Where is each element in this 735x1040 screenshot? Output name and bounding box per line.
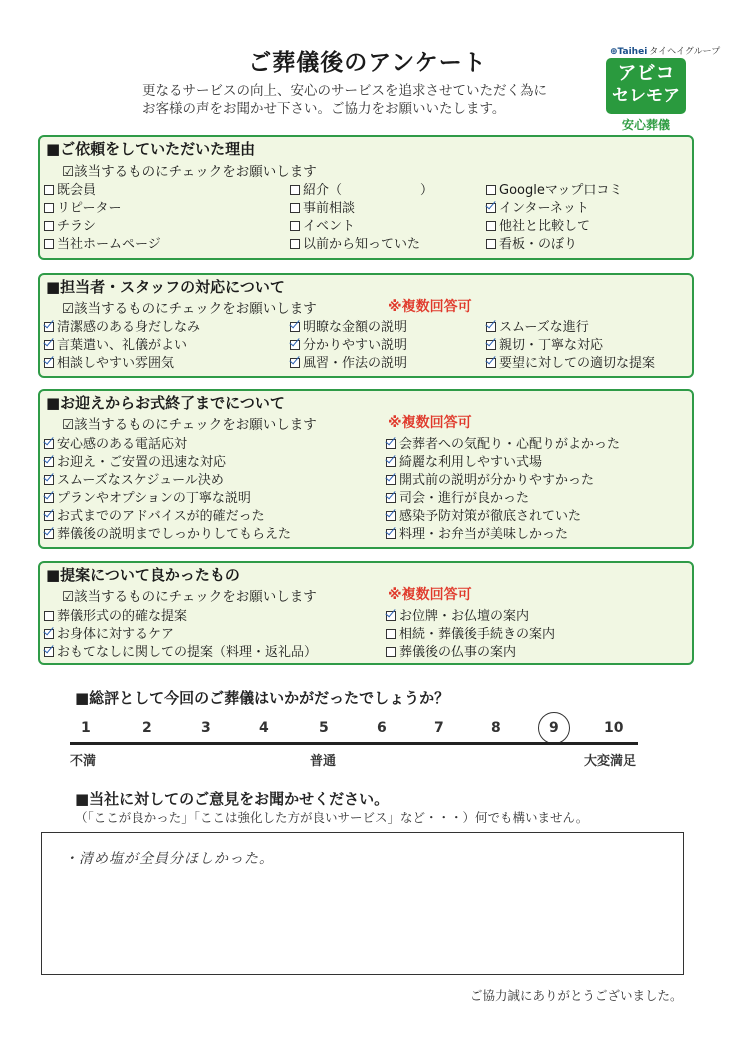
logo-name-line-2: セレモア [612,86,680,106]
option-item[interactable]: 既会員 [44,182,96,199]
option-item[interactable]: 感染予防対策が徹底されていた [386,508,581,525]
checkbox-checked[interactable] [290,340,300,350]
option-item[interactable]: 会葬者への気配り・心配りがよかった [386,436,620,453]
option-item[interactable]: 開式前の説明が分かりやすかった [386,472,594,489]
checkbox-checked[interactable] [386,457,396,467]
section-instruction: ☑該当するものにチェックをお願いします [62,164,317,180]
checkbox-checked[interactable] [44,340,54,350]
checkbox-checked[interactable] [44,493,54,503]
rating-option[interactable]: 8 [491,720,501,736]
option-item[interactable]: 綺麗な利用しやすい式場 [386,454,542,471]
option-item[interactable]: 他社と比較して [486,218,590,235]
section-title: ■お迎えからお式終了までについて [46,394,285,412]
option-item[interactable]: リピーター [44,200,121,217]
section-title: ■提案について良かったもの [46,566,240,584]
option-item[interactable]: 葬儀後の説明までしっかりしてもらえた [44,526,291,543]
checkbox[interactable] [290,203,300,213]
checkbox-checked[interactable] [386,611,396,621]
intro-line-1: 更なるサービスの向上、安心のサービスを追求させていただく為に [142,83,547,99]
option-item[interactable]: 親切・丁寧な対応 [486,337,603,354]
page-title: ご葬儀後のアンケート [248,50,487,76]
checkbox-checked[interactable] [486,322,496,332]
checkbox-checked[interactable] [44,647,54,657]
section-title: ■担当者・スタッフの対応について [46,278,285,296]
option-item[interactable]: Googleマップ口コミ [486,182,622,199]
taihei-logo-icon: ⊕ [610,47,618,57]
option-item[interactable]: インターネット [486,200,589,217]
checkbox-checked[interactable] [44,457,54,467]
logo-brand: Taihei [617,47,648,57]
checkbox[interactable] [486,221,496,231]
opinion-heading: ■当社に対してのご意見をお聞かせください。 [75,790,390,808]
rating-option[interactable]: 1 [81,720,91,736]
checkbox-checked[interactable] [44,629,54,639]
checkbox-checked[interactable] [486,358,496,368]
option-item[interactable]: 以前から知っていた [290,236,420,253]
section-staff-response [38,273,694,378]
checkbox-checked[interactable] [44,529,54,539]
opinion-subtext: （「ここが良かった」「ここは強化した方が良いサービス」など・・・）何でも構いません。 [75,810,589,825]
option-item[interactable]: 料理・お弁当が美味しかった [386,526,568,543]
rating-label-high: 大変満足 [584,754,637,769]
option-item[interactable]: イベント [290,218,355,235]
logo-group-name [610,44,720,57]
option-item[interactable]: お迎え・ご安置の迅速な対応 [44,454,226,471]
option-item[interactable]: 風習・作法の説明 [290,355,407,372]
rating-option[interactable]: 3 [201,720,211,736]
checkbox-checked[interactable] [486,340,496,350]
checkbox[interactable] [44,239,54,249]
section-instruction: ☑該当するものにチェックをお願いします [62,301,317,317]
multiple-answers-note: ※複数回答可 [388,587,472,603]
rating-option[interactable]: 10 [604,720,624,736]
option-item[interactable]: おもてなしに関しての提案（料理・返礼品） [44,644,317,661]
option-item[interactable]: スムーズな進行 [486,319,589,336]
option-item[interactable]: 司会・進行が良かった [386,490,529,507]
logo-brand-sub: タイヘイグループ [649,47,721,57]
checkbox-checked[interactable] [386,529,396,539]
rating-question: ■総評として今回のご葬儀はいかがだったでしょうか？ [75,689,450,707]
rating-label-low: 不満 [70,754,97,769]
option-item[interactable]: 言葉遣い、礼儀がよい [44,337,187,354]
section-service-flow [38,389,694,549]
option-item[interactable]: 葬儀形式の的確な提案 [44,608,187,625]
option-item[interactable]: 当社ホームページ [44,236,161,253]
checkbox-checked[interactable] [386,511,396,521]
multiple-answers-note: ※複数回答可 [388,299,472,315]
checkbox[interactable] [486,239,496,249]
option-item[interactable]: 看板・のぼり [486,236,577,253]
option-item[interactable]: お位牌・お仏壇の案内 [386,608,529,625]
checkbox-checked[interactable] [386,439,396,449]
checkbox[interactable] [44,203,54,213]
option-item[interactable]: 分かりやすい説明 [290,337,407,354]
checkbox-checked[interactable] [486,203,496,213]
rating-label-mid: 普通 [310,754,337,769]
checkbox[interactable] [44,611,54,621]
checkbox-checked[interactable] [386,493,396,503]
option-item[interactable]: スムーズなスケジュール決め [44,472,224,489]
checkbox[interactable] [44,185,54,195]
rating-option[interactable]: 2 [142,720,152,736]
option-item[interactable]: お身体に対するケア [44,626,174,643]
rating-scale-line [70,742,638,745]
section-title: ■ご依頼をしていただいた理由 [46,140,256,158]
section-request-reason [38,135,694,260]
option-item[interactable]: 事前相談 [290,200,355,217]
option-item[interactable]: 相続・葬儀後手続きの案内 [386,626,555,643]
intro-text [142,82,547,118]
checkbox-checked[interactable] [386,475,396,485]
company-logo [606,58,686,114]
rating-option[interactable]: 4 [259,720,269,736]
multiple-answers-note: ※複数回答可 [388,415,472,431]
rating-option[interactable]: 5 [319,720,329,736]
checkbox[interactable] [290,185,300,195]
option-item[interactable]: 清潔感のある身だしなみ [44,319,200,336]
section-instruction: ☑該当するものにチェックをお願いします [62,417,317,433]
checkbox[interactable] [386,629,396,639]
logo-name-line-1: アビコ [617,62,675,84]
checkbox[interactable] [290,221,300,231]
handwritten-comment: ・清め塩が全員分ほしかった。 [64,851,274,867]
option-item[interactable]: 相談しやすい雰囲気 [44,355,174,372]
checkbox[interactable] [486,185,496,195]
option-item[interactable]: 葬儀後の仏事の案内 [386,644,516,661]
option-item[interactable]: 安心感のある電話応対 [44,436,187,453]
checkbox-checked[interactable] [44,322,54,332]
logo-tagline: 安心葬儀 [621,118,670,132]
selected-rating-circle [538,712,570,744]
checkbox[interactable] [290,239,300,249]
option-item[interactable]: 紹介（ ） [290,182,433,199]
section-proposals [38,561,694,665]
checkbox-checked[interactable] [290,322,300,332]
intro-line-2: お客様の声をお聞かせ下さい。ご協力をお願いいたします。 [142,101,506,117]
option-item[interactable]: お式までのアドバイスが的確だった [44,508,265,525]
checkbox-checked[interactable] [44,511,54,521]
rating-option-selected[interactable]: 9 [549,720,559,736]
option-item[interactable]: 要望に対しての適切な提案 [486,355,655,372]
option-item[interactable]: チラシ [44,218,96,235]
rating-option[interactable]: 6 [377,720,387,736]
checkbox-checked[interactable] [44,439,54,449]
checkbox-checked[interactable] [44,475,54,485]
section-instruction: ☑該当するものにチェックをお願いします [62,589,317,605]
option-item[interactable]: 明瞭な金額の説明 [290,319,407,336]
thanks-message: ご協力誠にありがとうございました。 [470,988,683,1003]
option-item[interactable]: プランやオプションの丁寧な説明 [44,490,251,507]
checkbox-checked[interactable] [290,358,300,368]
checkbox[interactable] [44,221,54,231]
rating-option[interactable]: 7 [434,720,444,736]
checkbox-checked[interactable] [44,358,54,368]
checkbox[interactable] [386,647,396,657]
